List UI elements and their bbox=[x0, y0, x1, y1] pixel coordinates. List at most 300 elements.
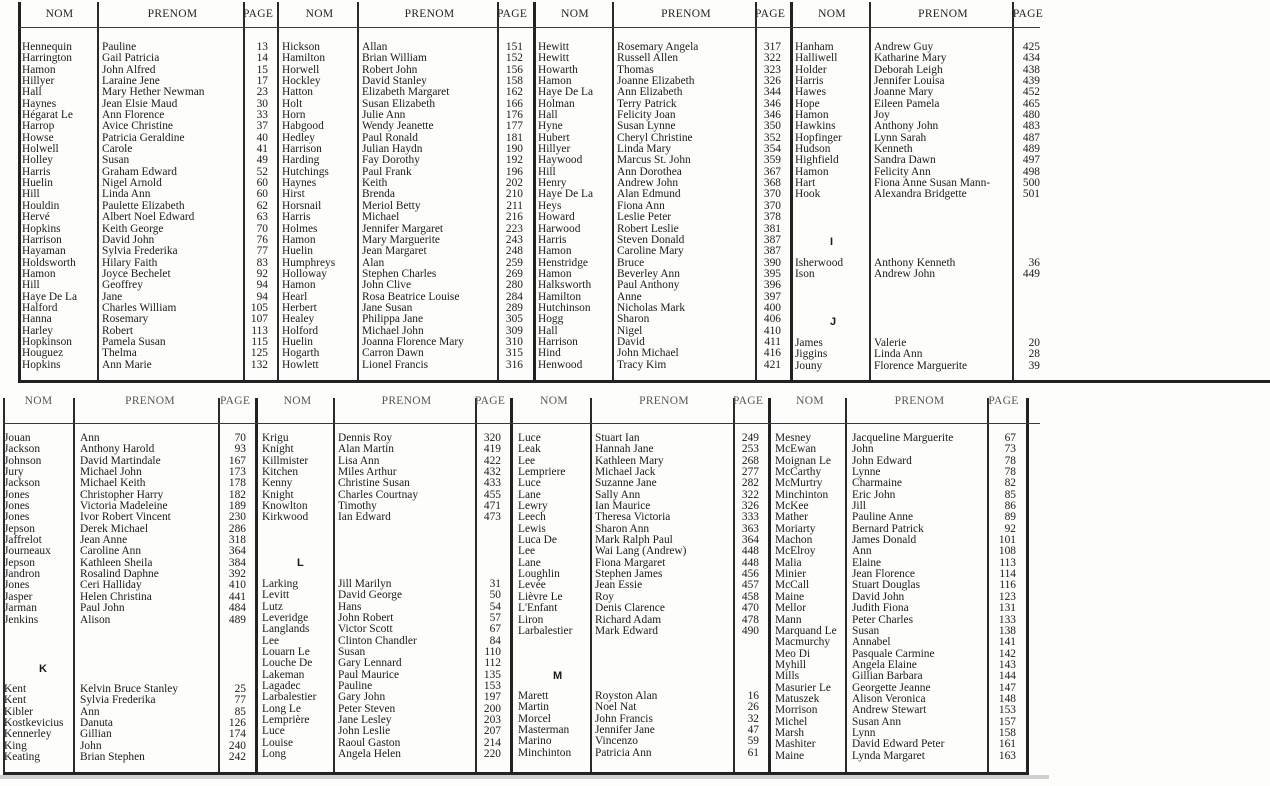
top-header-prenom bbox=[102, 8, 243, 20]
entry-page: 289 bbox=[505, 301, 523, 314]
entry-page: 471 bbox=[483, 500, 501, 513]
entry-page: 354 bbox=[763, 143, 781, 156]
entry-prenom: Angela Helen bbox=[338, 748, 401, 761]
entry-page: 94 bbox=[256, 279, 268, 292]
entry-nom: Hogarth bbox=[282, 347, 320, 360]
entry-page: 309 bbox=[505, 324, 523, 337]
entry-prenom: Russell Allen bbox=[617, 52, 679, 65]
entry-page: 157 bbox=[998, 715, 1016, 728]
entry-prenom: Pauline bbox=[338, 680, 373, 693]
entry-prenom: John Francis bbox=[595, 712, 653, 725]
entry-prenom: Susan Ann bbox=[852, 715, 902, 728]
entry-page: 487 bbox=[1022, 131, 1040, 144]
entry-page: 489 bbox=[1022, 143, 1040, 156]
top-column-divider bbox=[869, 2, 871, 380]
entry-page: 458 bbox=[741, 590, 759, 603]
entry-prenom: Fiona Margaret bbox=[595, 556, 666, 569]
entry-prenom: Susan bbox=[852, 624, 880, 637]
entry-page: 126 bbox=[228, 717, 246, 730]
entry-nom: Larbalestier bbox=[262, 691, 317, 704]
top-block-4-prenom-column bbox=[874, 42, 1008, 201]
entry-nom: Hedley bbox=[282, 131, 315, 144]
bottom-column-divider bbox=[73, 398, 75, 772]
entry-nom: Hervé bbox=[22, 211, 50, 224]
entry-nom: Harrison bbox=[538, 335, 578, 348]
entry-page: 167 bbox=[228, 454, 246, 467]
entry-nom: Hamon bbox=[795, 165, 829, 178]
top-column-divider bbox=[790, 2, 793, 380]
entry-prenom: Paul Frank bbox=[362, 165, 412, 178]
entry-prenom: Julie Ann bbox=[362, 109, 406, 122]
entry-nom: Hall bbox=[538, 109, 558, 122]
top-header-nom bbox=[538, 8, 612, 20]
entry-nom: Kostkevicius bbox=[4, 717, 64, 730]
entry-nom: Hillyer bbox=[22, 75, 55, 88]
entry-prenom: Florence Marguerite bbox=[874, 359, 968, 372]
entry-page: 41 bbox=[256, 143, 268, 156]
entry-prenom: Kelvin Bruce Stanley bbox=[80, 683, 179, 695]
entry-prenom: Gillian Barbara bbox=[852, 670, 923, 683]
entry-prenom: Stuart Ian bbox=[595, 432, 640, 444]
entry-page: 500 bbox=[1022, 177, 1040, 190]
top-column-divider bbox=[612, 2, 614, 380]
entry-prenom: Alexandra Bridgette bbox=[874, 188, 967, 201]
entry-prenom: Charmaine bbox=[852, 477, 902, 490]
entry-prenom: Ian Maurice bbox=[595, 500, 651, 513]
entry-nom: Lee bbox=[518, 454, 536, 467]
entry-prenom: Paul Maurice bbox=[338, 668, 400, 681]
entry-nom: Louarn Le bbox=[262, 646, 310, 659]
entry-prenom: John Edward bbox=[852, 454, 912, 467]
entry-page: 277 bbox=[741, 466, 759, 479]
entry-nom: Kirkwood bbox=[262, 511, 309, 524]
entry-nom: Lagadec bbox=[262, 680, 301, 693]
entry-page: 269 bbox=[505, 267, 523, 280]
entry-nom: Myhill bbox=[775, 658, 807, 671]
entry-nom: Lewis bbox=[518, 522, 546, 535]
entry-prenom: Raoul Gaston bbox=[338, 736, 401, 749]
entry-prenom: Jacqueline Marguerite bbox=[852, 432, 954, 444]
header-label: NOM bbox=[818, 8, 846, 20]
top-column-divider bbox=[533, 2, 536, 380]
entry-page: 248 bbox=[505, 245, 523, 258]
entry-prenom: Linda Ann bbox=[102, 188, 151, 201]
header-label: PRENOM bbox=[147, 8, 198, 20]
entry-prenom: Ceri Halliday bbox=[80, 579, 142, 592]
entry-nom: McCall bbox=[775, 579, 810, 592]
header-label: PAGE bbox=[220, 395, 251, 407]
top-block-3-prenom-column bbox=[617, 42, 751, 371]
entry-nom: Louche De bbox=[262, 657, 313, 670]
entry-page: 400 bbox=[763, 301, 781, 314]
top-block-1-prenom-column bbox=[102, 42, 239, 371]
entry-page: 143 bbox=[998, 658, 1016, 671]
entry-prenom: Jennifer Margaret bbox=[362, 222, 444, 235]
entry-prenom: Hilary Faith bbox=[102, 256, 158, 269]
entry-nom: Heys bbox=[538, 199, 562, 212]
entry-prenom: Nigel Arnold bbox=[102, 177, 162, 190]
entry-page: 63 bbox=[256, 211, 268, 224]
top-header-page bbox=[1012, 8, 1044, 20]
entry-page: 178 bbox=[228, 477, 246, 490]
entry-prenom: Fiona Anne Susan Mann- bbox=[874, 177, 991, 190]
top-block-1-nom-column bbox=[22, 42, 93, 371]
top-header-prenom bbox=[362, 8, 497, 20]
entry-nom: Humphreys bbox=[282, 256, 336, 269]
top-column-divider bbox=[277, 2, 279, 380]
top-bottom-border bbox=[18, 380, 1270, 383]
entry-page: 364 bbox=[228, 545, 246, 558]
entry-page: 456 bbox=[741, 568, 759, 581]
entry-nom: Harrison bbox=[282, 143, 322, 156]
entry-nom: Hook bbox=[795, 188, 821, 201]
entry-nom: Hamon bbox=[282, 279, 316, 292]
entry-prenom: Robert John bbox=[362, 63, 418, 76]
top-block-3-nom-column bbox=[538, 42, 608, 371]
bottom-header-rule bbox=[3, 423, 1040, 424]
entry-nom: Keating bbox=[4, 751, 41, 764]
entry-nom: Hopkins bbox=[22, 358, 61, 371]
entry-prenom: Denis Clarence bbox=[595, 602, 665, 615]
entry-nom: Krigu bbox=[262, 432, 289, 444]
entry-nom: Holder bbox=[795, 63, 827, 76]
entry-prenom: Beverley Ann bbox=[617, 267, 680, 280]
entry-page: 370 bbox=[763, 188, 781, 201]
entry-nom: Machon bbox=[775, 534, 813, 547]
section-l-page-column bbox=[475, 579, 501, 761]
entry-prenom: Stephen Charles bbox=[362, 267, 437, 280]
bottom-column-divider bbox=[845, 398, 847, 772]
entry-page: 216 bbox=[505, 211, 523, 224]
header-label: NOM bbox=[283, 395, 312, 407]
entry-nom: Jaffrelot bbox=[4, 534, 42, 547]
entry-page: 457 bbox=[741, 579, 759, 592]
entry-nom: Hill bbox=[22, 188, 40, 201]
section-letter-m: M bbox=[553, 670, 563, 682]
entry-prenom: John Clive bbox=[362, 279, 412, 292]
entry-prenom: Clinton Chandler bbox=[338, 634, 417, 647]
section-j-prenom-column bbox=[874, 338, 1008, 372]
entry-page: 318 bbox=[228, 534, 246, 547]
entry-page: 17 bbox=[256, 75, 268, 88]
entry-nom: Michel bbox=[775, 715, 808, 728]
bottom-header-page bbox=[220, 395, 251, 410]
entry-prenom: Michael Keith bbox=[80, 477, 146, 490]
entry-page: 203 bbox=[483, 714, 501, 727]
entry-page: 470 bbox=[741, 602, 759, 615]
entry-prenom: Lynn bbox=[852, 726, 876, 739]
entry-page: 86 bbox=[1004, 500, 1016, 513]
entry-nom: Martin bbox=[518, 701, 550, 714]
entry-page: 422 bbox=[483, 454, 501, 467]
section-letter-i: I bbox=[830, 236, 834, 248]
entry-page: 253 bbox=[741, 443, 759, 456]
entry-prenom: Ann bbox=[80, 705, 100, 718]
entry-nom: Hubert bbox=[538, 131, 570, 144]
entry-nom: Hall bbox=[538, 324, 558, 337]
bottom-header-nom bbox=[4, 395, 73, 410]
entry-prenom: Sandra Dawn bbox=[874, 154, 936, 167]
bottom-block-4-page-column bbox=[987, 433, 1016, 762]
entry-prenom: Susan Lynne bbox=[617, 120, 676, 133]
entry-prenom: Annabel bbox=[852, 636, 891, 649]
section-l-nom-column bbox=[262, 579, 329, 761]
entry-page: 310 bbox=[505, 335, 523, 348]
entry-prenom: Kenneth bbox=[874, 143, 913, 156]
entry-nom: Hickson bbox=[282, 41, 320, 53]
entry-nom: Leech bbox=[518, 511, 546, 524]
entry-nom: Hamon bbox=[538, 75, 572, 88]
entry-prenom: John Robert bbox=[338, 612, 394, 625]
entry-page: 230 bbox=[228, 511, 246, 524]
entry-prenom: Carron Dawn bbox=[362, 347, 424, 360]
entry-page: 190 bbox=[505, 143, 523, 156]
entry-page: 406 bbox=[763, 313, 781, 326]
bottom-block-3-page-column bbox=[733, 433, 759, 637]
entry-page: 448 bbox=[741, 545, 759, 558]
entry-page: 364 bbox=[741, 534, 759, 547]
entry-prenom: David Edward Peter bbox=[852, 738, 945, 751]
entry-prenom: Stuart Douglas bbox=[852, 579, 921, 592]
entry-nom: Holmes bbox=[282, 222, 318, 235]
entry-prenom: Victoria Madeleine bbox=[80, 500, 168, 513]
bottom-block-3-prenom-column bbox=[595, 433, 729, 637]
entry-nom: Minchinton bbox=[775, 488, 829, 501]
entry-prenom: Caroline Mary bbox=[617, 245, 684, 258]
entry-prenom: Sharon Ann bbox=[595, 522, 650, 535]
entry-prenom: Bernard Patrick bbox=[852, 522, 924, 535]
entry-prenom: Linda Ann bbox=[874, 348, 923, 361]
entry-prenom: Thomas bbox=[617, 63, 654, 76]
entry-prenom: Gillian bbox=[80, 728, 112, 741]
entry-nom: Hutchings bbox=[282, 165, 329, 178]
entry-prenom: Jill bbox=[852, 500, 866, 513]
entry-prenom: Jennifer Louisa bbox=[874, 75, 945, 88]
entry-page: 367 bbox=[763, 165, 781, 178]
entry-page: 455 bbox=[483, 488, 501, 501]
entry-page: 381 bbox=[763, 222, 781, 235]
entry-nom: Lane bbox=[518, 488, 541, 501]
entry-nom: Lakeman bbox=[262, 668, 305, 681]
entry-page: 497 bbox=[1022, 154, 1040, 167]
entry-prenom: John bbox=[852, 443, 874, 456]
entry-nom: Howarth bbox=[538, 63, 578, 76]
entry-page: 174 bbox=[228, 728, 246, 741]
entry-prenom: Terry Patrick bbox=[617, 97, 677, 110]
entry-nom: Lièvre Le bbox=[518, 590, 563, 603]
entry-prenom: David Martindale bbox=[80, 454, 161, 467]
entry-prenom: Sally Ann bbox=[595, 488, 641, 501]
section-j-nom-column bbox=[795, 338, 865, 372]
entry-nom: McKee bbox=[775, 500, 809, 513]
entry-prenom: Jill Marilyn bbox=[338, 578, 392, 590]
entry-nom: Hutchinson bbox=[538, 301, 591, 314]
entry-page: 323 bbox=[763, 63, 781, 76]
section-letter-k: K bbox=[39, 663, 47, 675]
entry-page: 60 bbox=[256, 188, 268, 201]
entry-prenom: Andrew Guy bbox=[874, 41, 934, 53]
entry-nom: Halksworth bbox=[538, 279, 592, 292]
entry-page: 181 bbox=[505, 131, 523, 144]
entry-nom: Moriarty bbox=[775, 522, 816, 535]
entry-nom: Harris bbox=[22, 165, 51, 178]
top-block-2-page-column bbox=[497, 42, 523, 371]
entry-nom: Lane bbox=[518, 556, 541, 569]
entry-nom: Minchinton bbox=[518, 746, 572, 759]
section-l-prenom-column bbox=[338, 579, 471, 761]
entry-page: 151 bbox=[505, 41, 523, 53]
header-label: NOM bbox=[796, 395, 824, 407]
entry-nom: Maine bbox=[775, 590, 805, 603]
entry-page: 344 bbox=[763, 86, 781, 99]
entry-prenom: Patricia Ann bbox=[595, 746, 652, 759]
entry-page: 94 bbox=[256, 290, 268, 303]
entry-nom: Jepson bbox=[4, 556, 36, 569]
bottom-column-divider bbox=[590, 398, 592, 772]
entry-page: 326 bbox=[763, 75, 781, 88]
entry-page: 368 bbox=[763, 177, 781, 190]
entry-page: 322 bbox=[763, 52, 781, 65]
entry-nom: Holloway bbox=[282, 267, 327, 280]
entry-page: 28 bbox=[1028, 348, 1040, 361]
entry-nom: Halliwell bbox=[795, 52, 838, 65]
entry-nom: McCarthy bbox=[775, 466, 822, 479]
entry-prenom: David John bbox=[102, 233, 155, 246]
entry-nom: Kenny bbox=[262, 477, 293, 490]
entry-prenom: Susan Elizabeth bbox=[362, 97, 436, 110]
entry-page: 317 bbox=[763, 41, 781, 53]
entry-nom: Jiggins bbox=[795, 348, 828, 361]
top-block-4-page-column bbox=[1012, 42, 1040, 201]
bottom-header-nom bbox=[262, 395, 333, 410]
entry-prenom: Danuta bbox=[80, 717, 113, 730]
entry-prenom: Hannah Jane bbox=[595, 443, 654, 456]
entry-page: 268 bbox=[741, 454, 759, 467]
header-label: PAGE bbox=[988, 395, 1019, 407]
entry-page: 37 bbox=[256, 120, 268, 133]
entry-page: 78 bbox=[1004, 454, 1016, 467]
entry-nom: Lemprière bbox=[262, 714, 310, 727]
entry-page: 441 bbox=[228, 590, 246, 603]
entry-page: 60 bbox=[256, 177, 268, 190]
entry-prenom: Ivor Robert Vincent bbox=[80, 511, 171, 524]
entry-page: 196 bbox=[505, 165, 523, 178]
entry-page: 210 bbox=[505, 188, 523, 201]
entry-prenom: Peter Charles bbox=[852, 613, 914, 626]
entry-nom: Henstridge bbox=[538, 256, 588, 269]
top-header-rule bbox=[18, 27, 1040, 28]
section-i-prenom-column bbox=[874, 258, 1008, 281]
entry-prenom: Joyce Bechelet bbox=[102, 267, 171, 280]
entry-nom: Luca De bbox=[518, 534, 557, 547]
entry-nom: Lempriere bbox=[518, 466, 566, 479]
entry-page: 114 bbox=[999, 568, 1016, 581]
entry-prenom: Lynn Sarah bbox=[874, 131, 927, 144]
bottom-block-1-prenom-column bbox=[80, 433, 216, 626]
entry-page: 125 bbox=[250, 347, 268, 360]
entry-page: 110 bbox=[484, 646, 501, 659]
entry-page: 77 bbox=[234, 694, 246, 707]
entry-nom: Masurier Le bbox=[775, 681, 831, 694]
entry-page: 25 bbox=[234, 683, 246, 695]
entry-page: 16 bbox=[747, 690, 759, 702]
top-column-divider bbox=[97, 2, 99, 380]
entry-nom: Kitchen bbox=[262, 466, 299, 479]
entry-prenom: Gary Lennard bbox=[338, 657, 402, 670]
entry-nom: Habgood bbox=[282, 120, 324, 133]
entry-page: 30 bbox=[256, 97, 268, 110]
entry-prenom: Robert bbox=[102, 324, 134, 337]
entry-nom: Malia bbox=[775, 556, 802, 569]
bottom-column-divider bbox=[1026, 398, 1029, 772]
entry-page: 132 bbox=[250, 358, 268, 371]
entry-page: 305 bbox=[505, 313, 523, 326]
entry-nom: Hill bbox=[22, 279, 40, 292]
entry-nom: Highfield bbox=[795, 154, 839, 167]
entry-prenom: Fay Dorothy bbox=[362, 154, 420, 167]
entry-page: 322 bbox=[741, 488, 759, 501]
entry-prenom: Valerie bbox=[874, 337, 907, 349]
section-k-nom-column bbox=[4, 684, 69, 763]
entry-page: 333 bbox=[741, 511, 759, 524]
entry-page: 92 bbox=[1004, 522, 1016, 535]
entry-nom: Hart bbox=[795, 177, 816, 190]
entry-nom: Haywood bbox=[538, 154, 583, 167]
entry-page: 39 bbox=[1028, 359, 1040, 372]
top-header-nom bbox=[22, 8, 97, 20]
entry-prenom: Michael bbox=[362, 211, 400, 224]
entry-nom: Jandron bbox=[4, 568, 41, 581]
entry-nom: McEwan bbox=[775, 443, 817, 456]
entry-nom: Herbert bbox=[282, 301, 317, 314]
top-header-page bbox=[497, 8, 527, 20]
entry-prenom: Paul John bbox=[80, 602, 125, 615]
entry-page: 49 bbox=[256, 154, 268, 167]
entry-page: 162 bbox=[505, 86, 523, 99]
entry-nom: Jones bbox=[4, 579, 30, 592]
entry-prenom: Rosemary bbox=[102, 313, 149, 326]
entry-page: 70 bbox=[234, 432, 246, 444]
entry-nom: Marquand Le bbox=[775, 624, 837, 637]
entry-page: 326 bbox=[741, 500, 759, 513]
entry-prenom: Paulette Elizabeth bbox=[102, 199, 185, 212]
entry-page: 438 bbox=[1022, 63, 1040, 76]
top-block-4-nom-column bbox=[795, 42, 865, 201]
entry-nom: Houguez bbox=[22, 347, 64, 360]
entry-page: 202 bbox=[505, 177, 523, 190]
entry-nom: Larbalestier bbox=[518, 624, 573, 637]
entry-page: 67 bbox=[489, 623, 501, 636]
entry-page: 89 bbox=[1004, 511, 1016, 524]
entry-nom: Moignan Le bbox=[775, 454, 831, 467]
entry-nom: Holley bbox=[22, 154, 54, 167]
entry-prenom: Andrew John bbox=[617, 177, 679, 190]
entry-nom: Morcel bbox=[518, 712, 551, 725]
entry-nom: Hewitt bbox=[538, 41, 570, 53]
entry-page: 387 bbox=[763, 233, 781, 246]
entry-page: 280 bbox=[505, 279, 523, 292]
entry-prenom: Christopher Harry bbox=[80, 488, 164, 501]
entry-page: 101 bbox=[998, 534, 1016, 547]
entry-nom: Mesney bbox=[775, 432, 812, 444]
entry-page: 85 bbox=[1004, 488, 1016, 501]
entry-page: 284 bbox=[505, 290, 523, 303]
entry-page: 13 bbox=[256, 41, 268, 53]
entry-page: 147 bbox=[998, 681, 1016, 694]
entry-page: 142 bbox=[998, 647, 1016, 660]
entry-nom: Marsh bbox=[775, 726, 805, 739]
entry-page: 473 bbox=[483, 511, 501, 524]
